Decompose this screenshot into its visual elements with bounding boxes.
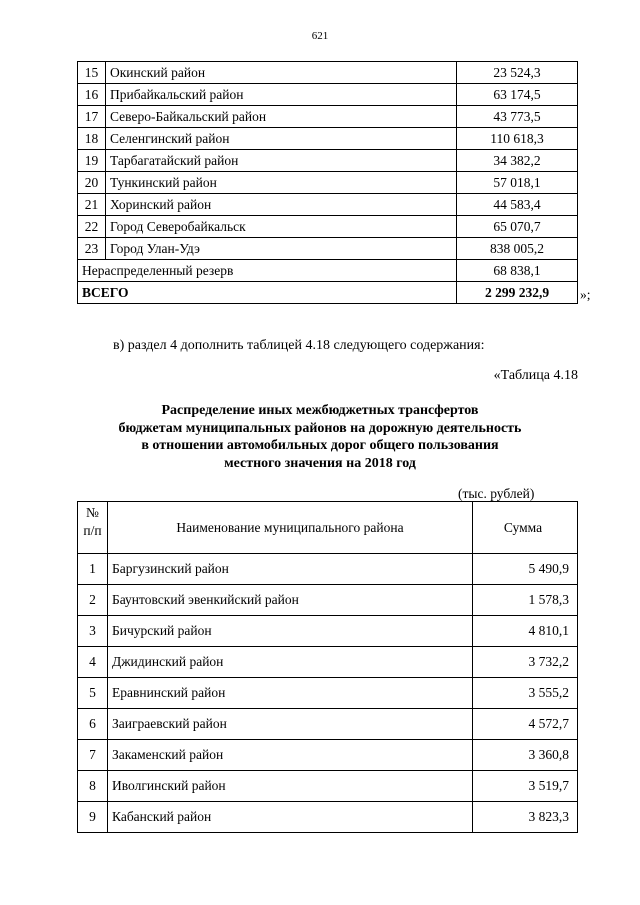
- district-name: Баргузинский район: [108, 554, 473, 585]
- total-label: ВСЕГО: [78, 282, 457, 304]
- amount-value: 3 823,3: [473, 802, 578, 833]
- table-row: [78, 709, 578, 740]
- district-name: Окинский район: [106, 62, 457, 84]
- amount-value: 1 578,3: [473, 585, 578, 616]
- distribution-table: [77, 501, 578, 833]
- table-row: [78, 554, 578, 585]
- table-heading: [0, 402, 640, 472]
- header-number-line1: №: [86, 505, 99, 520]
- table-row: [78, 740, 578, 771]
- table-row: [78, 216, 578, 238]
- table-row: [78, 194, 578, 216]
- amount-value: 838 005,2: [457, 238, 578, 260]
- row-number: 7: [78, 740, 108, 771]
- heading-line: в отношении автомобильных дорог общего пользования: [141, 438, 499, 453]
- district-name: Тункинский район: [106, 172, 457, 194]
- amount-value: 44 583,4: [457, 194, 578, 216]
- row-number: 18: [78, 128, 106, 150]
- district-name: Прибайкальский район: [106, 84, 457, 106]
- closing-quote: »;: [580, 287, 591, 302]
- row-number: 3: [78, 616, 108, 647]
- table-row: [78, 106, 578, 128]
- table-row: [78, 128, 578, 150]
- district-name: Бичурский район: [108, 616, 473, 647]
- district-name: Кабанский район: [108, 802, 473, 833]
- district-name: Город Улан-Удэ: [106, 238, 457, 260]
- amount-value: 34 382,2: [457, 150, 578, 172]
- header-district-name: Наименование муниципального района: [108, 502, 473, 554]
- row-number: 4: [78, 647, 108, 678]
- table-row: [78, 172, 578, 194]
- table-row: [78, 84, 578, 106]
- row-number: 21: [78, 194, 106, 216]
- amount-value: 4 810,1: [473, 616, 578, 647]
- reserve-value: 68 838,1: [457, 260, 578, 282]
- district-name: Закаменский район: [108, 740, 473, 771]
- page-number: 621: [311, 30, 329, 42]
- table-row: [78, 678, 578, 709]
- header-number: [78, 502, 108, 554]
- table-label: «Таблица 4.18: [493, 368, 578, 383]
- amount-value: 63 174,5: [457, 84, 578, 106]
- reserve-row: [78, 260, 578, 282]
- table-row: [78, 802, 578, 833]
- table-header-row: [78, 502, 578, 554]
- header-sum: Сумма: [473, 502, 578, 554]
- total-row: [78, 282, 578, 304]
- amount-value: 3 555,2: [473, 678, 578, 709]
- amount-value: 3 360,8: [473, 740, 578, 771]
- amount-value: 23 524,3: [457, 62, 578, 84]
- amount-value: 110 618,3: [457, 128, 578, 150]
- amount-value: 43 773,5: [457, 106, 578, 128]
- row-number: 23: [78, 238, 106, 260]
- table-row: [78, 771, 578, 802]
- district-name: Тарбагатайский район: [106, 150, 457, 172]
- heading-line: местного значения на 2018 год: [224, 455, 416, 471]
- district-name: Еравнинский район: [108, 678, 473, 709]
- district-name: Селенгинский район: [106, 128, 457, 150]
- row-number: 9: [78, 802, 108, 833]
- districts-table-continued: [77, 61, 578, 304]
- units-note: (тыс. рублей): [458, 486, 535, 501]
- row-number: 8: [78, 771, 108, 802]
- district-name: Город Северобайкальск: [106, 216, 457, 238]
- row-number: 17: [78, 106, 106, 128]
- row-number: 6: [78, 709, 108, 740]
- amount-value: 65 070,7: [457, 216, 578, 238]
- row-number: 19: [78, 150, 106, 172]
- row-number: 16: [78, 84, 106, 106]
- table-row: [78, 585, 578, 616]
- district-name: Баунтовский эвенкийский район: [108, 585, 473, 616]
- row-number: 5: [78, 678, 108, 709]
- table-row: [78, 150, 578, 172]
- table-row: [78, 62, 578, 84]
- total-value: 2 299 232,9: [457, 282, 578, 304]
- header-number-line2: п/п: [83, 523, 102, 538]
- row-number: 15: [78, 62, 106, 84]
- district-name: Хоринский район: [106, 194, 457, 216]
- reserve-label: Нераспределенный резерв: [78, 260, 457, 282]
- row-number: 20: [78, 172, 106, 194]
- amount-value: 5 490,9: [473, 554, 578, 585]
- amount-value: 57 018,1: [457, 172, 578, 194]
- district-name: Иволгинский район: [108, 771, 473, 802]
- row-number: 22: [78, 216, 106, 238]
- amount-value: 4 572,7: [473, 709, 578, 740]
- district-name: Северо-Байкальский район: [106, 106, 457, 128]
- amendment-paragraph: в) раздел 4 дополнить таблицей 4.18 следующего содержания:: [113, 338, 485, 353]
- table-row: [78, 647, 578, 678]
- amount-value: 3 519,7: [473, 771, 578, 802]
- row-number: 2: [78, 585, 108, 616]
- heading-line: Распределение иных межбюджетных трансфертов: [161, 403, 479, 418]
- table-row: [78, 238, 578, 260]
- table-row: [78, 616, 578, 647]
- district-name: Джидинский район: [108, 647, 473, 678]
- district-name: Заиграевский район: [108, 709, 473, 740]
- heading-line: бюджетам муниципальных районов на дорожную деятельность: [118, 420, 522, 436]
- row-number: 1: [78, 554, 108, 585]
- amount-value: 3 732,2: [473, 647, 578, 678]
